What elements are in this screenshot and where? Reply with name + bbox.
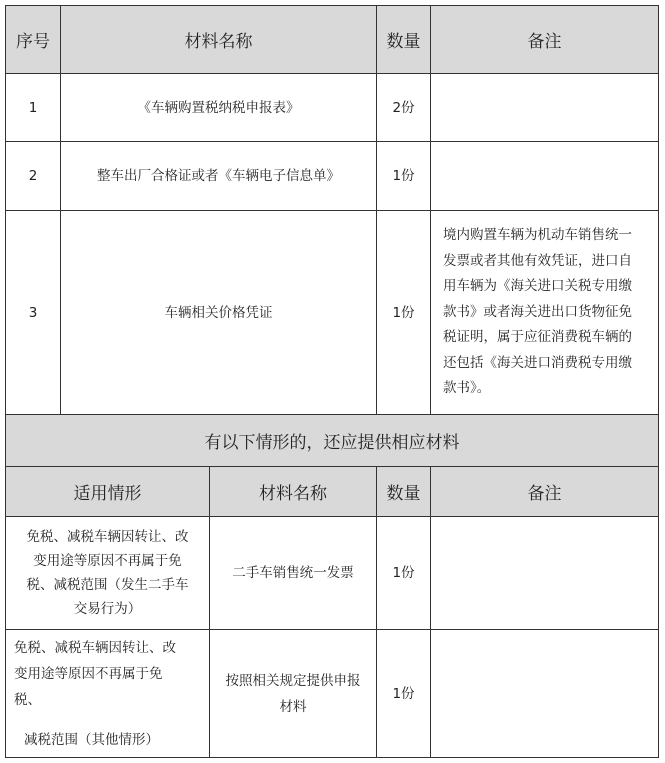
header-quantity-2: 数量 <box>377 467 431 517</box>
row3-serial: 3 <box>6 211 61 415</box>
situation-line: 税、减税范围（发生二手车 <box>26 577 189 593</box>
situation-line: 变用途等原因不再属于免 <box>14 665 163 682</box>
row2-remarks <box>431 142 658 211</box>
remarks-cell-2 <box>431 630 658 757</box>
header-remarks-2: 备注 <box>431 467 658 517</box>
remark-line: 发票或者其他有效凭证，进口自 <box>443 252 632 269</box>
row1-remarks <box>431 74 658 142</box>
header-material-name-2: 材料名称 <box>210 467 377 517</box>
material-name-line: 按照相关规定提供申报 <box>225 672 361 689</box>
row3-quantity: 1份 <box>377 211 431 415</box>
quantity-cell-1: 1份 <box>377 517 431 630</box>
situation-line: 减税范围（其他情形） <box>24 731 159 748</box>
section-title: 有以下情形的，还应提供相应材料 <box>6 415 658 467</box>
header-serial: 序号 <box>6 6 61 74</box>
header-remarks: 备注 <box>431 6 658 74</box>
situation-line: 免税、减税车辆因转让、改 <box>26 529 189 545</box>
situation-line: 免税、减税车辆因转让、改 <box>14 639 176 656</box>
remark-line: 还包括《海关进口消费税专用缴 <box>443 354 632 371</box>
remark-line: 款书》或者海关进出口货物征免 <box>443 303 632 320</box>
header-material-name: 材料名称 <box>61 6 377 74</box>
material-name-cell-1: 二手车销售统一发票 <box>210 517 377 630</box>
remark-line: 款书》。 <box>443 380 491 397</box>
row1-serial: 1 <box>6 74 61 142</box>
row3-remarks <box>431 211 658 415</box>
row1-material-name: 《车辆购置税纳税申报表》 <box>61 74 377 142</box>
row1-quantity: 2份 <box>377 74 431 142</box>
row2-material-name: 整车出厂合格证或者《车辆电子信息单》 <box>61 142 377 211</box>
row3-material-name: 车辆相关价格凭证 <box>61 211 377 415</box>
situation-line: 交易行为） <box>73 601 142 617</box>
quantity-cell-2: 1份 <box>377 630 431 757</box>
situation-cell-2 <box>6 630 210 757</box>
header-quantity: 数量 <box>377 6 431 74</box>
situation-line: 税、 <box>14 691 41 708</box>
row2-serial: 2 <box>6 142 61 211</box>
material-name-cell-2 <box>210 630 377 757</box>
remark-line: 税证明，属于应征消费税车辆的 <box>443 329 632 346</box>
row2-quantity: 1份 <box>377 142 431 211</box>
remarks-cell-1 <box>431 517 658 630</box>
situation-line: 变用途等原因不再属于免 <box>33 553 182 569</box>
materials-table <box>5 5 659 758</box>
material-name-line: 材料 <box>279 698 307 715</box>
remark-line: 用车辆为《海关进口关税专用缴 <box>443 278 632 295</box>
situation-cell-1 <box>6 517 210 630</box>
header-applicable-situation: 适用情形 <box>6 467 210 517</box>
remark-line: 境内购置车辆为机动车销售统一 <box>443 227 632 244</box>
